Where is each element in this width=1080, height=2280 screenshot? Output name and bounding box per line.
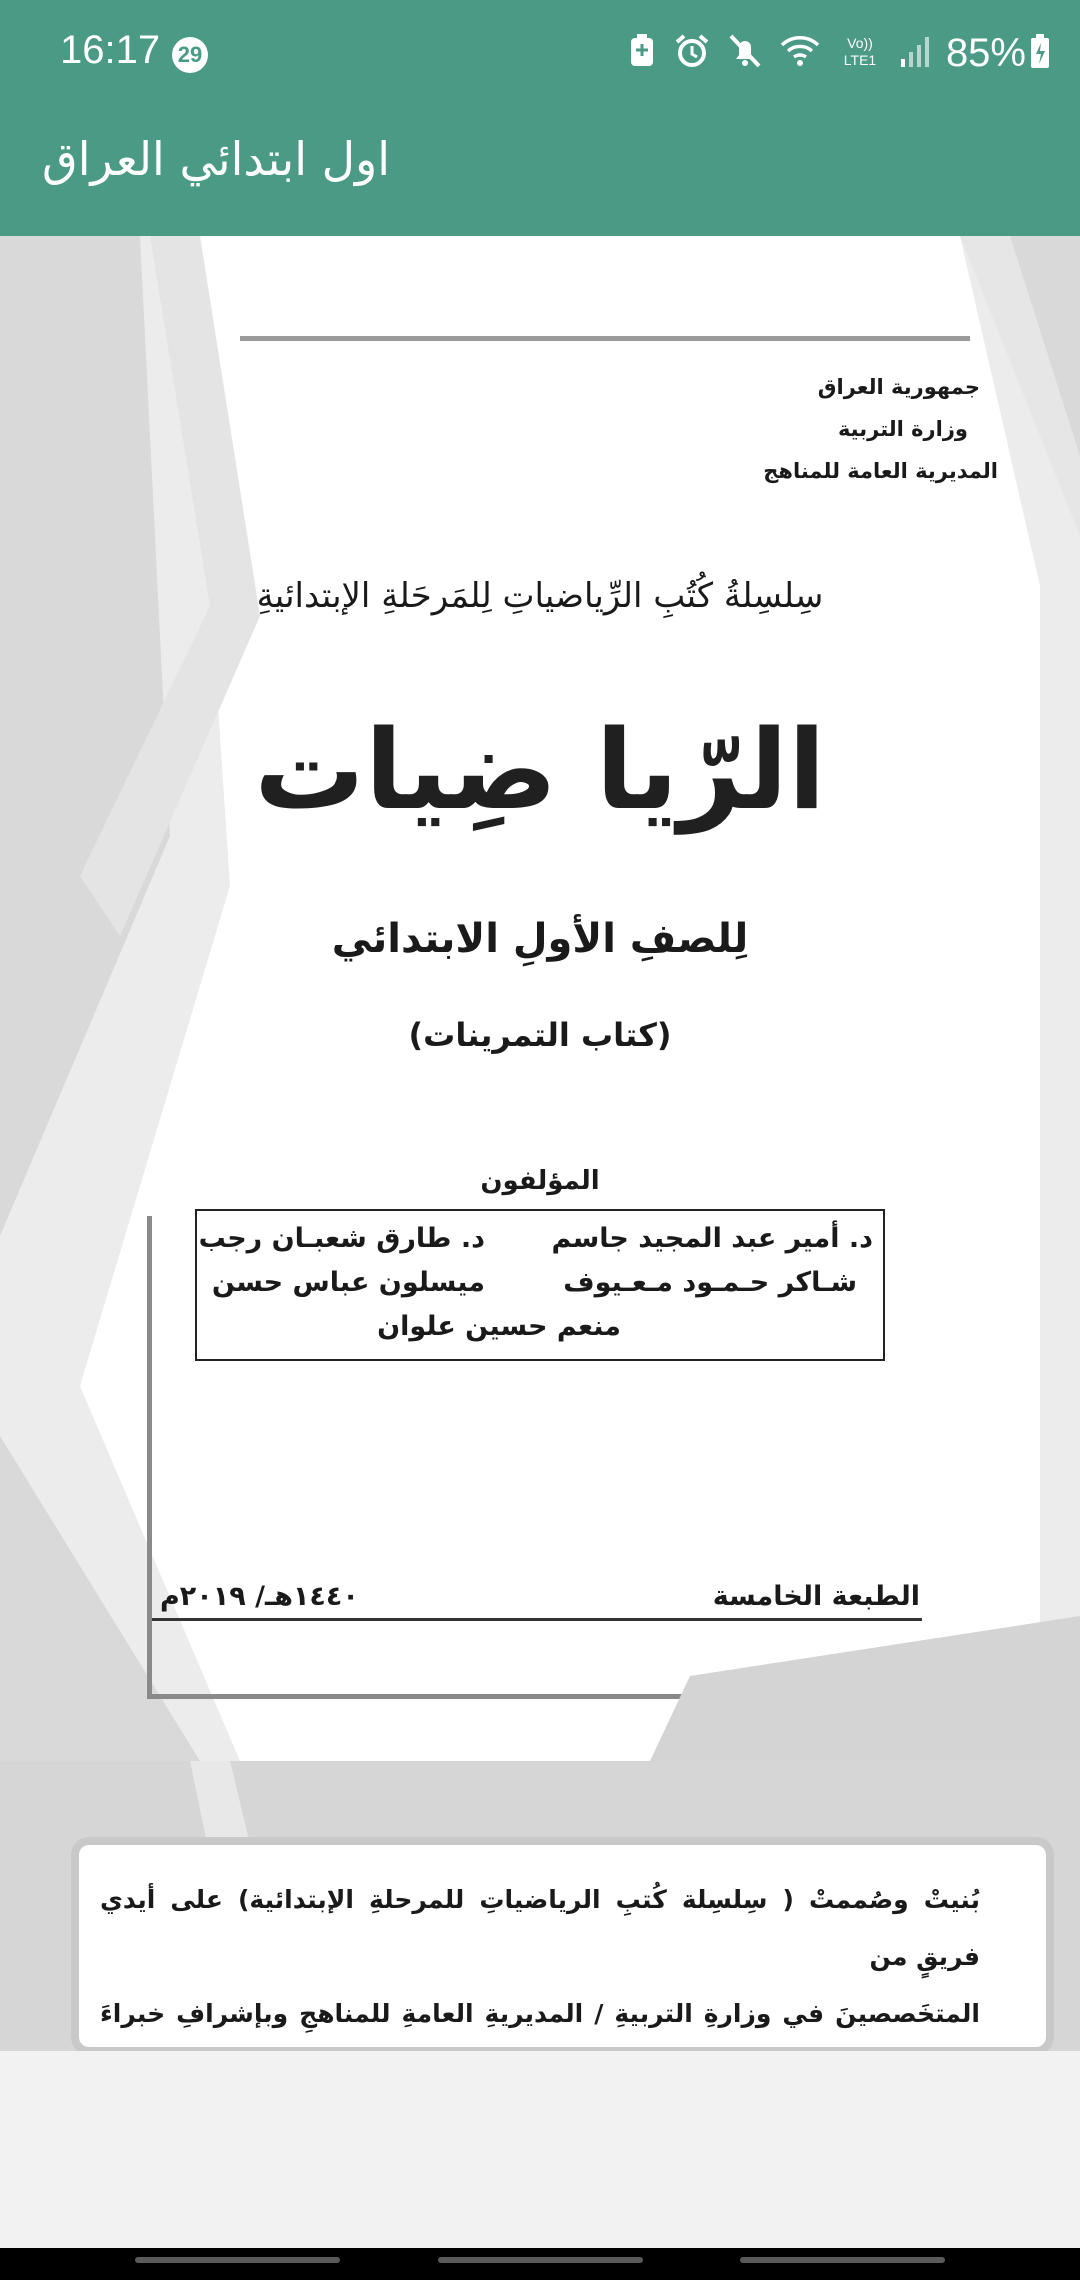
publication-year: ١٤٤٠هـ/ ٢٠١٩م [160,1581,359,1612]
alarm-icon [674,33,710,73]
volte-icon [838,33,882,73]
status-icons [610,28,1050,78]
series-title: سِلسِلةُ كُتُبِ الرِّياضياتِ لِلمَرحَلةِ الإبتدائيةِ [256,576,824,616]
book-title: الرّيا ضِيات [254,706,826,834]
mute-icon [728,33,762,73]
document-page-cover[interactable] [0,236,1080,1761]
battery-percentage: 85% [945,30,1026,75]
document-page-intro[interactable] [0,1761,1080,2051]
navigation-bar [0,2248,1080,2280]
authors-box [195,1209,885,1361]
authors-heading: المؤلفون [480,1166,600,1196]
ministry-line: جمهورية العراق [817,375,980,399]
status-time: 16:17 [60,28,161,72]
nav-back-handle[interactable] [740,2257,945,2263]
paragraph-line: بُنيتْ وصُممتْ ( سِلسِلة كُتبِ الرياضياتِ للمرحلةِ الإبتدائية) على أيدي فريقٍ من [100,1885,980,1971]
author-name: منعم حسين علوان [377,1311,621,1342]
status-bar [0,0,1080,110]
app-bar [0,110,1080,236]
document-empty-area [0,2051,1080,2280]
author-name: د. أمير عبد المجيد جاسم [551,1223,873,1254]
signal-icon [900,35,930,71]
svg-text:LTE1: LTE1 [843,52,877,68]
author-name: د. طارق شعبـان رجب [198,1223,485,1254]
edition-label: الطبعة الخامسة [712,1581,920,1612]
nav-recents-handle[interactable] [135,2257,340,2263]
ministry-line: وزارة التربية [837,417,968,441]
grade-subtitle: لِلصفِ الأولِ الابتدائي [331,916,749,962]
wifi-icon [780,35,820,71]
ministry-header [763,366,998,492]
notification-count-badge: 29 [172,37,208,73]
nav-home-handle[interactable] [438,2257,643,2263]
app-title: اول ابتدائي العراق [42,132,391,186]
svg-text:Vo)): Vo)) [847,35,873,51]
book-type: (كتاب التمرينات) [408,1016,672,1054]
charging-battery-icon [1030,34,1050,72]
battery-saver-icon [628,34,656,72]
author-name: شـاكر حـمـود مـعـيوف [563,1267,857,1298]
paragraph-line: المتخَصصينَ في وزارةِ التربيةِ / المديريةِ العامةِ للمناهجِ وبإشرافِ خبراءَ [100,1999,980,2028]
ministry-line: المديرية العامة للمناهج [763,459,998,483]
author-name: ميسلون عباس حسن [211,1267,485,1298]
